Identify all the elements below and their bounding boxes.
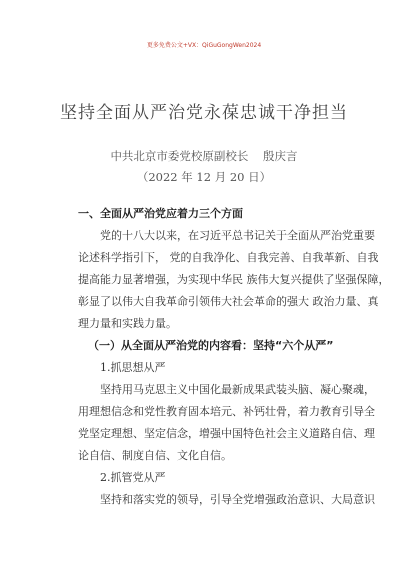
document-title: 坚持全面从严治党永葆忠诚干净担当	[60, 103, 348, 123]
document-body	[78, 203, 390, 511]
paragraph-line: 坚持用马克思主义中国化最新成果武装头脑、凝心聚魂，	[100, 383, 375, 396]
paragraph-line: 提高能力显著增强，为实现中华民 族伟大复兴提供了坚强保障，	[78, 273, 390, 286]
watermark-text: 更多免费公文+VX：QiGuGongWen2024	[146, 42, 262, 49]
paragraph-line: 党坚定理想、坚定信念，增强中国特色社会主义道路自信、理	[78, 427, 375, 440]
item-title: 1.抓思想从严	[100, 361, 166, 374]
section-heading: 一、全面从严治党应着力三个方面	[78, 207, 243, 220]
paragraph-line: 用理想信念和党性教育固本培元、补钙壮骨，着力教育引导全	[78, 405, 375, 418]
paragraph-line: 论述科学指引下， 党的自我净化、自我完善、自我革新、自我	[78, 251, 379, 264]
paragraph-line: 坚持和落实党的领导，引导全党增强政治意识、大局意识	[100, 493, 375, 506]
subsection-heading: （一）从全面从严治党的内容看：坚持“六个从严”	[88, 339, 334, 352]
paragraph-line: 彰显了以伟大自我革命引领伟大社会革命的强大 政治力量、真	[78, 295, 379, 308]
paragraph-line: 论自信、制度自信、文化自信。	[78, 449, 232, 462]
author-line: 中共北京市委党校原副校长 殷庆言	[110, 149, 298, 163]
item-title: 2.抓管党从严	[100, 471, 166, 484]
date-line: （2022 年 12 月 20 日）	[136, 170, 272, 184]
paragraph-line: 理力量和实践力量。	[78, 317, 177, 330]
paragraph-line: 党的十八大以来，在习近平总书记关于全面从严治党重要	[100, 229, 375, 242]
